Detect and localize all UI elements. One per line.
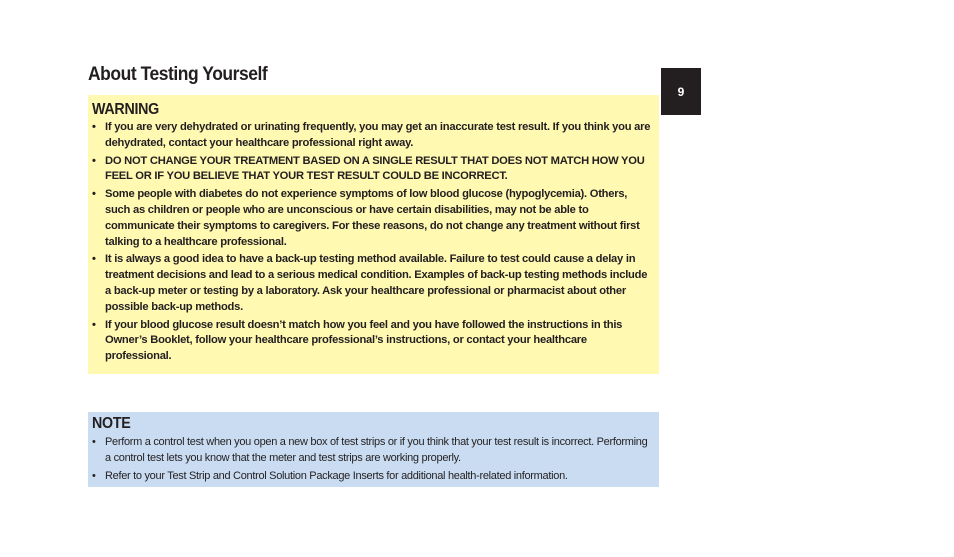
note-item-text: • Refer to your Test Strip and Control Solution Package Inserts for additional health-related information. (105, 470, 568, 482)
note-item (92, 468, 653, 484)
warning-item (92, 154, 653, 186)
note-box (88, 412, 659, 487)
note-item (92, 434, 653, 466)
warning-item (92, 187, 653, 250)
warning-item (92, 252, 653, 315)
warning-item-text: • Some people with diabetes do not experience symptoms of low blood glucose (hypoglycemia). Others, such as children or people who are unconscious or have certain disabilities, may not be able to communicate their symptoms to caregivers. For these reasons, do not change any treatment without first talking to a healthcare professional. (105, 188, 640, 248)
warning-item-text: • It is always a good idea to have a back-up testing method available. Failure to test could cause a delay in treatment decisions and lead to a serious medical condition. Examples of back-up testing methods include a back-up meter or testing by a laboratory. Ask your healthcare professional or pharmacist about other possible back-up methods. (105, 253, 648, 313)
warning-item-text: • DO NOT CHANGE YOUR TREATMENT BASED ON A SINGLE RESULT THAT DOES NOT MATCH HOW YOU FEEL OR IF YOU BELIEVE THAT YOUR TEST RESULT COULD BE INCORRECT. (105, 154, 645, 183)
page-title: About Testing Yourself (88, 64, 268, 85)
note-list (92, 434, 653, 484)
warning-item-text: • If you are very dehydrated or urinating frequently, you may get an inaccurate test result. If you think you are dehydrated, contact your healthcare professional right away. (105, 121, 651, 149)
note-item-text: • Perform a control test when you open a new box of test strips or if you think that your test result is incorrect. Performing a control test lets you know that the meter and test strips are working properly. (105, 436, 648, 464)
warning-heading: WARNING (92, 101, 159, 118)
warning-item (92, 318, 653, 365)
warning-item (92, 120, 653, 152)
warning-list (92, 120, 653, 365)
note-heading: NOTE (92, 415, 131, 432)
page-number: 9 (677, 84, 685, 99)
warning-item-text: • If your blood glucose result doesn’t match how you feel and you have followed the instructions in this Owner’s Booklet, follow your healthcare professional’s instructions, or contact your healthcare professional. (105, 318, 623, 363)
warning-box (88, 95, 659, 374)
page-number-tab (661, 68, 701, 115)
